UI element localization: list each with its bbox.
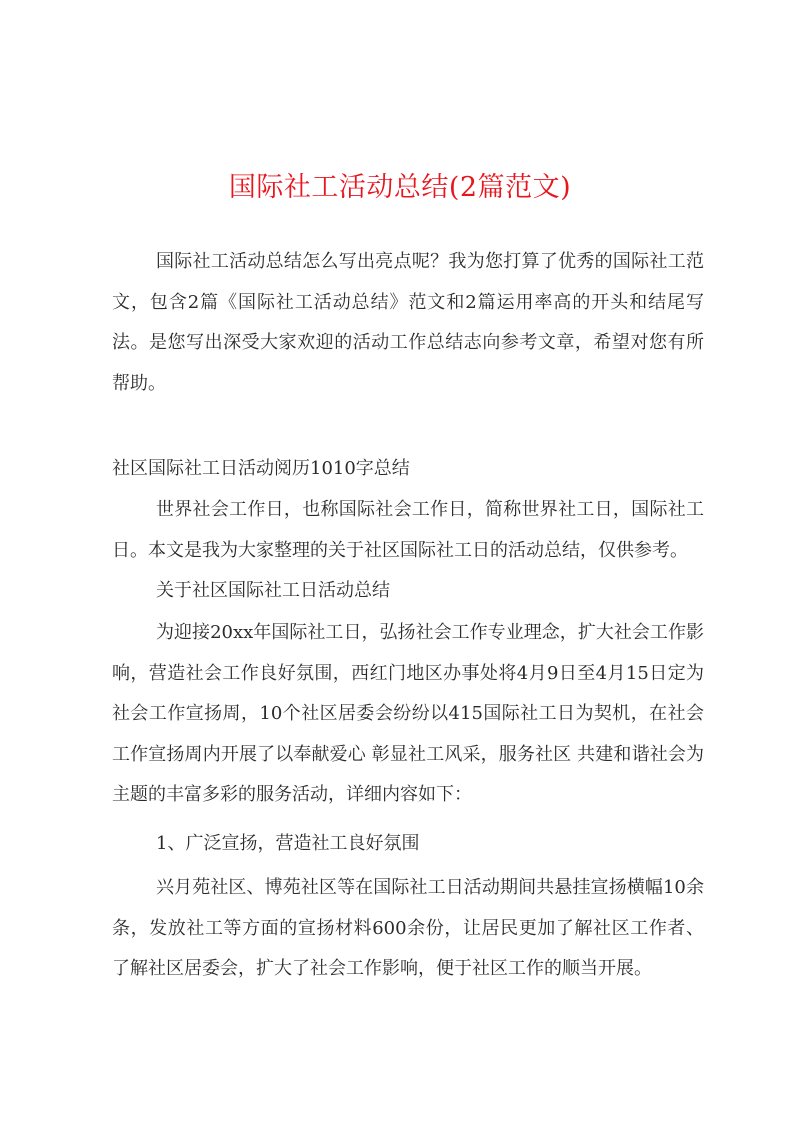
list-item-heading-1: 1、广泛宣扬，营造社工良好氛围 — [156, 833, 420, 854]
body-paragraph-3: 兴月苑社区、博苑社区等在国际社工日活动期间共悬挂宣扬横幅10余条，发放社工等方面的宣扬材料600余份，让居民更加了解社区工作者、了解社区居委会，扩大了社会工作影响，便于社区工作的顺当开展。 — [112, 877, 704, 979]
document-title: 国际社工活动总结(2篇范文) — [228, 172, 572, 203]
intro-paragraph: 国际社工活动总结怎么写出亮点呢？我为您打算了优秀的国际社工范文，包含2篇《国际社工活动总结》范文和2篇运用率高的开头和结尾写法。是您写出深受大家欢迎的活动工作总结志向参考文章，希望对您有所帮助。 — [112, 251, 704, 394]
sub-heading: 关于社区国际社工日活动总结 — [156, 580, 390, 601]
body-paragraph-1: 世界社会工作日，也称国际社会工作日，简称世界社工日，国际社工日。本文是我为大家整理的关于社区国际社工日的活动总结，仅供参考。 — [112, 499, 704, 561]
section-heading: 社区国际社工日活动阅历1010字总结 — [112, 458, 410, 479]
body-paragraph-2: 为迎接20xx年国际社工日，弘扬社会工作专业理念，扩大社会工作影响，营造社会工作良好氛围，西红门地区办事处将4月9日至4月15日定为社会工作宣扬周，10个社区居委会纷纷以415国际社工日为契机，在社会工作宣扬周内开展了以奉献爱心 彰显社工风采，服务社区 共建和谐社会为主题的丰富多彩的服务活动，详细内容如下： — [112, 622, 704, 805]
